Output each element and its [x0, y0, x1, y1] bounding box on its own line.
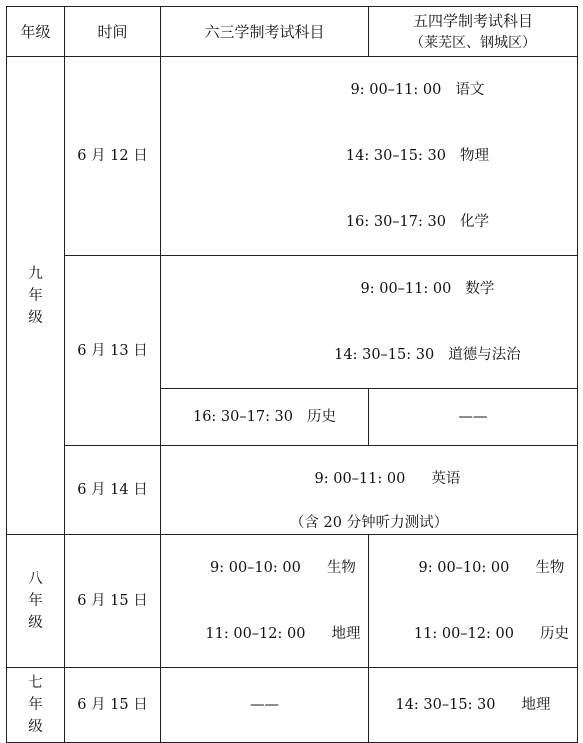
grade-8-date: 6 月 15 日 [65, 535, 161, 668]
header-five-four [369, 7, 578, 57]
schedule-entry: 9: 00–11: 00 语文 [350, 82, 485, 98]
header-time: 时间 [65, 7, 161, 57]
schedule-entry: 9: 00–10: 00 生物 [210, 560, 356, 576]
header-five-four-note: （莱芜区、钢城区） [410, 34, 536, 51]
schedule-entry: 14: 30–15: 30 道德与法治 [334, 347, 521, 363]
schedule-entry: 11: 00–12: 00 历史 [413, 626, 569, 642]
grade-8-six-three-subjects [161, 535, 369, 668]
grade-7-five-four: 14: 30–15: 30 地理 [369, 668, 578, 743]
schedule-entry: 9: 00–11: 00 英语 [314, 471, 461, 487]
schedule-entry: 9: 00–10: 00 生物 [418, 560, 565, 576]
header-six-three: 六三学制考试科目 [161, 7, 369, 57]
table-row [7, 256, 578, 389]
grade-9-label: 九 年 级 [7, 57, 65, 535]
header-row [7, 7, 578, 57]
grade-9-date-2: 6 月 13 日 [65, 256, 161, 446]
table-row [7, 57, 578, 256]
grade-7-label: 七 年 级 [7, 668, 65, 743]
grade-8-label: 八 年 级 [7, 535, 65, 668]
header-five-four-title: 五四学制考试科目 [412, 11, 533, 30]
schedule-entry: 9: 00–11: 00 数学 [360, 281, 495, 297]
table-row [7, 668, 578, 743]
grade-9-day-2-six-three-extra: 16: 30–17: 30 历史 [161, 389, 369, 446]
schedule-entry: 16: 30–17: 30 化学 [345, 214, 489, 230]
grade-9-date-3: 6 月 14 日 [65, 446, 161, 535]
grade-7-six-three: —— [161, 668, 369, 743]
grade-9-day-3-subjects [161, 446, 578, 535]
grade-9-day-2-five-four-extra: —— [369, 389, 578, 446]
exam-schedule-table [6, 6, 578, 743]
schedule-entry: 11: 00–12: 00 地理 [205, 626, 361, 642]
grade-8-five-four-subjects [369, 535, 578, 668]
listening-note: （含 20 分钟听力测试） [289, 515, 449, 531]
header-grade: 年级 [7, 7, 65, 57]
table-row [7, 535, 578, 668]
table-row [7, 446, 578, 535]
grade-9-day-2-subjects [161, 256, 578, 389]
schedule-entry: 14: 30–15: 30 物理 [345, 148, 489, 164]
grade-9-day-1-subjects [161, 57, 578, 256]
grade-7-date: 6 月 15 日 [65, 668, 161, 743]
grade-9-date-1: 6 月 12 日 [65, 57, 161, 256]
